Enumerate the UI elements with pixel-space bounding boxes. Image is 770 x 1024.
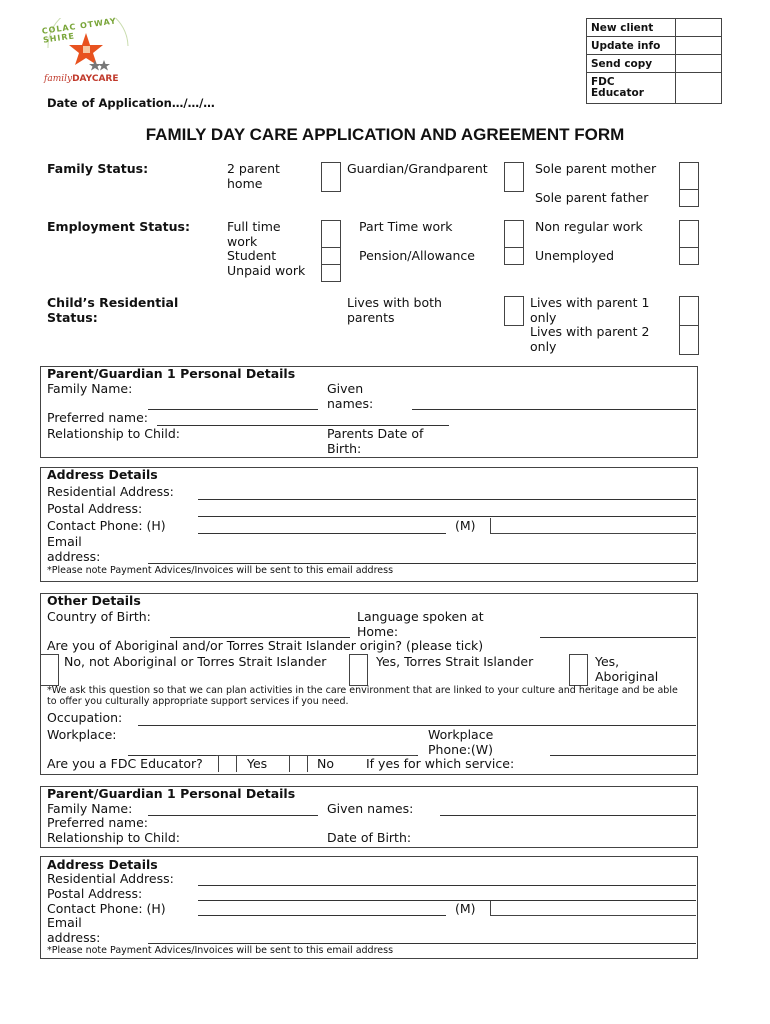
option-pension: Pension/Allowance [359, 248, 475, 263]
address2-phone-h-input[interactable] [198, 915, 446, 916]
office-label: New client [587, 19, 676, 37]
pg1-family-name-label: Family Name: [47, 381, 133, 396]
table-row [587, 55, 722, 73]
pg1-given-names-input[interactable] [412, 409, 696, 410]
employment-status-label: Employment Status: [47, 219, 190, 234]
option-full-time: Full time work [227, 219, 281, 249]
address1-email-input[interactable] [148, 563, 696, 564]
other-workplace-phone-input[interactable] [550, 755, 696, 756]
checkbox-sole-father[interactable] [679, 189, 699, 207]
checkbox-non-regular[interactable] [679, 220, 699, 248]
checkbox-unemployed[interactable] [679, 247, 699, 265]
other-workplace-label: Workplace: [47, 727, 117, 742]
address2-mobile-input[interactable] [490, 901, 696, 916]
checkbox-full-time[interactable] [321, 220, 341, 248]
option-sole-mother: Sole parent mother [535, 161, 657, 176]
address1-contact-label: Contact Phone: (H) [47, 518, 166, 533]
address2-email-input[interactable] [148, 943, 696, 944]
checkbox-part-time[interactable] [504, 220, 524, 248]
address2-residential-input[interactable] [198, 885, 696, 886]
checkbox-two-parent-home[interactable] [321, 162, 341, 192]
office-value-cell[interactable] [676, 55, 722, 73]
other-fdc-question: Are you a FDC Educator? [47, 756, 203, 771]
logo-brand [44, 74, 119, 84]
checkbox-lives-parent2[interactable] [679, 325, 699, 355]
option-guardian: Guardian/Grandparent [347, 161, 488, 176]
checkbox-fdc-no[interactable] [289, 756, 308, 772]
other-service-label: If yes for which service: [366, 756, 515, 771]
pg2-given-names-input[interactable] [440, 815, 696, 816]
checkbox-fdc-yes[interactable] [218, 756, 237, 772]
address1-email-label: Email address: [47, 534, 101, 564]
pg1-family-name-input[interactable] [148, 409, 318, 410]
address2-email-label: Email address: [47, 915, 101, 945]
logo [40, 18, 140, 90]
checkbox-pension[interactable] [504, 247, 524, 265]
address2-heading: Address Details [47, 857, 158, 872]
pg2-family-name-input[interactable] [148, 815, 318, 816]
other-cultural-note: *We ask this question so that we can plan activities in the care environment that are linked to your culture and heritage and be able to offer you culturally appropriate support services if you need. [47, 685, 678, 707]
office-value-cell[interactable] [676, 19, 722, 37]
option-fdc-yes: Yes [247, 756, 268, 771]
checkbox-aboriginal[interactable] [569, 654, 588, 686]
checkbox-guardian[interactable] [504, 162, 524, 192]
pg1-parents-dob-label: Parents Date of Birth: [327, 426, 424, 456]
pg2-preferred-name-label: Preferred name: [47, 815, 149, 830]
option-unemployed: Unemployed [535, 248, 615, 263]
logo-brand-suffix: DAYCARE [72, 74, 119, 84]
logo-arc-text: COLAC OTWAY SHIRE [41, 16, 118, 45]
pg1-preferred-name-label: Preferred name: [47, 410, 149, 425]
address1-mobile-label: (M) [455, 518, 476, 533]
option-lives-parent1: Lives with parent 1 only [530, 295, 650, 325]
other-aboriginal-question: Are you of Aboriginal and/or Torres Strait Islander origin? (please tick) [47, 638, 484, 653]
family-status-label: Family Status: [47, 161, 149, 176]
checkbox-not-aboriginal[interactable] [40, 654, 59, 686]
address2-residential-label: Residential Address: [47, 871, 174, 886]
address1-postal-input[interactable] [198, 516, 696, 517]
address1-phone-h-input[interactable] [198, 533, 446, 534]
pg2-given-names-label: Given names: [327, 801, 414, 816]
other-occupation-label: Occupation: [47, 710, 123, 725]
option-part-time: Part Time work [359, 219, 453, 234]
other-country-label: Country of Birth: [47, 609, 151, 624]
office-label: Update info [587, 37, 676, 55]
option-aboriginal: Yes, Aboriginal [595, 654, 659, 684]
other-occupation-input[interactable] [138, 725, 696, 726]
logo-brand-prefix: family [44, 74, 73, 84]
other-language-input[interactable] [540, 637, 696, 638]
pg2-family-name-label: Family Name: [47, 801, 133, 816]
address1-residential-label: Residential Address: [47, 484, 174, 499]
option-fdc-no: No [317, 756, 334, 771]
option-unpaid: Unpaid work [227, 263, 306, 278]
pg1-given-names-label: Given names: [327, 381, 374, 411]
option-lives-both: Lives with both parents [347, 295, 442, 325]
pg2-dob-label: Date of Birth: [327, 830, 412, 845]
option-lives-parent2: Lives with parent 2 only [530, 324, 650, 354]
checkbox-lives-parent1[interactable] [679, 296, 699, 326]
address1-note: *Please note Payment Advices/Invoices will be sent to this email address [47, 565, 394, 576]
office-use-table [586, 18, 722, 104]
option-not-aboriginal: No, not Aboriginal or Torres Strait Islander [64, 654, 327, 669]
option-two-parent-home: 2 parent home [227, 161, 280, 191]
address1-heading: Address Details [47, 467, 158, 482]
checkbox-unpaid[interactable] [321, 264, 341, 282]
checkbox-sole-mother[interactable] [679, 162, 699, 190]
checkbox-student[interactable] [321, 247, 341, 265]
address1-postal-label: Postal Address: [47, 501, 143, 516]
address2-note: *Please note Payment Advices/Invoices will be sent to this email address [47, 945, 394, 956]
office-value-cell[interactable] [676, 73, 722, 104]
option-student: Student [227, 248, 277, 263]
option-torres-strait: Yes, Torres Strait Islander [376, 654, 534, 669]
option-non-regular: Non regular work [535, 219, 643, 234]
page-title: FAMILY DAY CARE APPLICATION AND AGREEMENT FORM [145, 125, 625, 144]
checkbox-torres-strait[interactable] [349, 654, 368, 686]
pg2-heading: Parent/Guardian 1 Personal Details [47, 786, 296, 801]
pg1-heading: Parent/Guardian 1 Personal Details [47, 366, 296, 381]
table-row [587, 37, 722, 55]
other-language-label: Language spoken at Home: [357, 609, 484, 639]
office-label: FDC Educator [587, 73, 676, 104]
office-label: Send copy [587, 55, 676, 73]
table-row [587, 19, 722, 37]
address1-residential-input[interactable] [198, 499, 696, 500]
address2-mobile-label: (M) [455, 901, 476, 916]
checkbox-lives-both[interactable] [504, 296, 524, 326]
table-row [587, 73, 722, 104]
pg2-relationship-label: Relationship to Child: [47, 830, 180, 845]
address1-mobile-input[interactable] [490, 518, 696, 534]
date-of-application[interactable]: Date of Application…/…/… [47, 96, 215, 110]
office-value-cell[interactable] [676, 37, 722, 55]
other-heading: Other Details [47, 593, 141, 608]
other-workplace-phone-label: Workplace Phone:(W) [428, 727, 494, 757]
address2-contact-label: Contact Phone: (H) [47, 901, 166, 916]
option-sole-father: Sole parent father [535, 190, 649, 205]
address2-postal-label: Postal Address: [47, 886, 143, 901]
pg1-relationship-label: Relationship to Child: [47, 426, 180, 441]
residential-status-label: Child’s Residential Status: [47, 295, 179, 325]
